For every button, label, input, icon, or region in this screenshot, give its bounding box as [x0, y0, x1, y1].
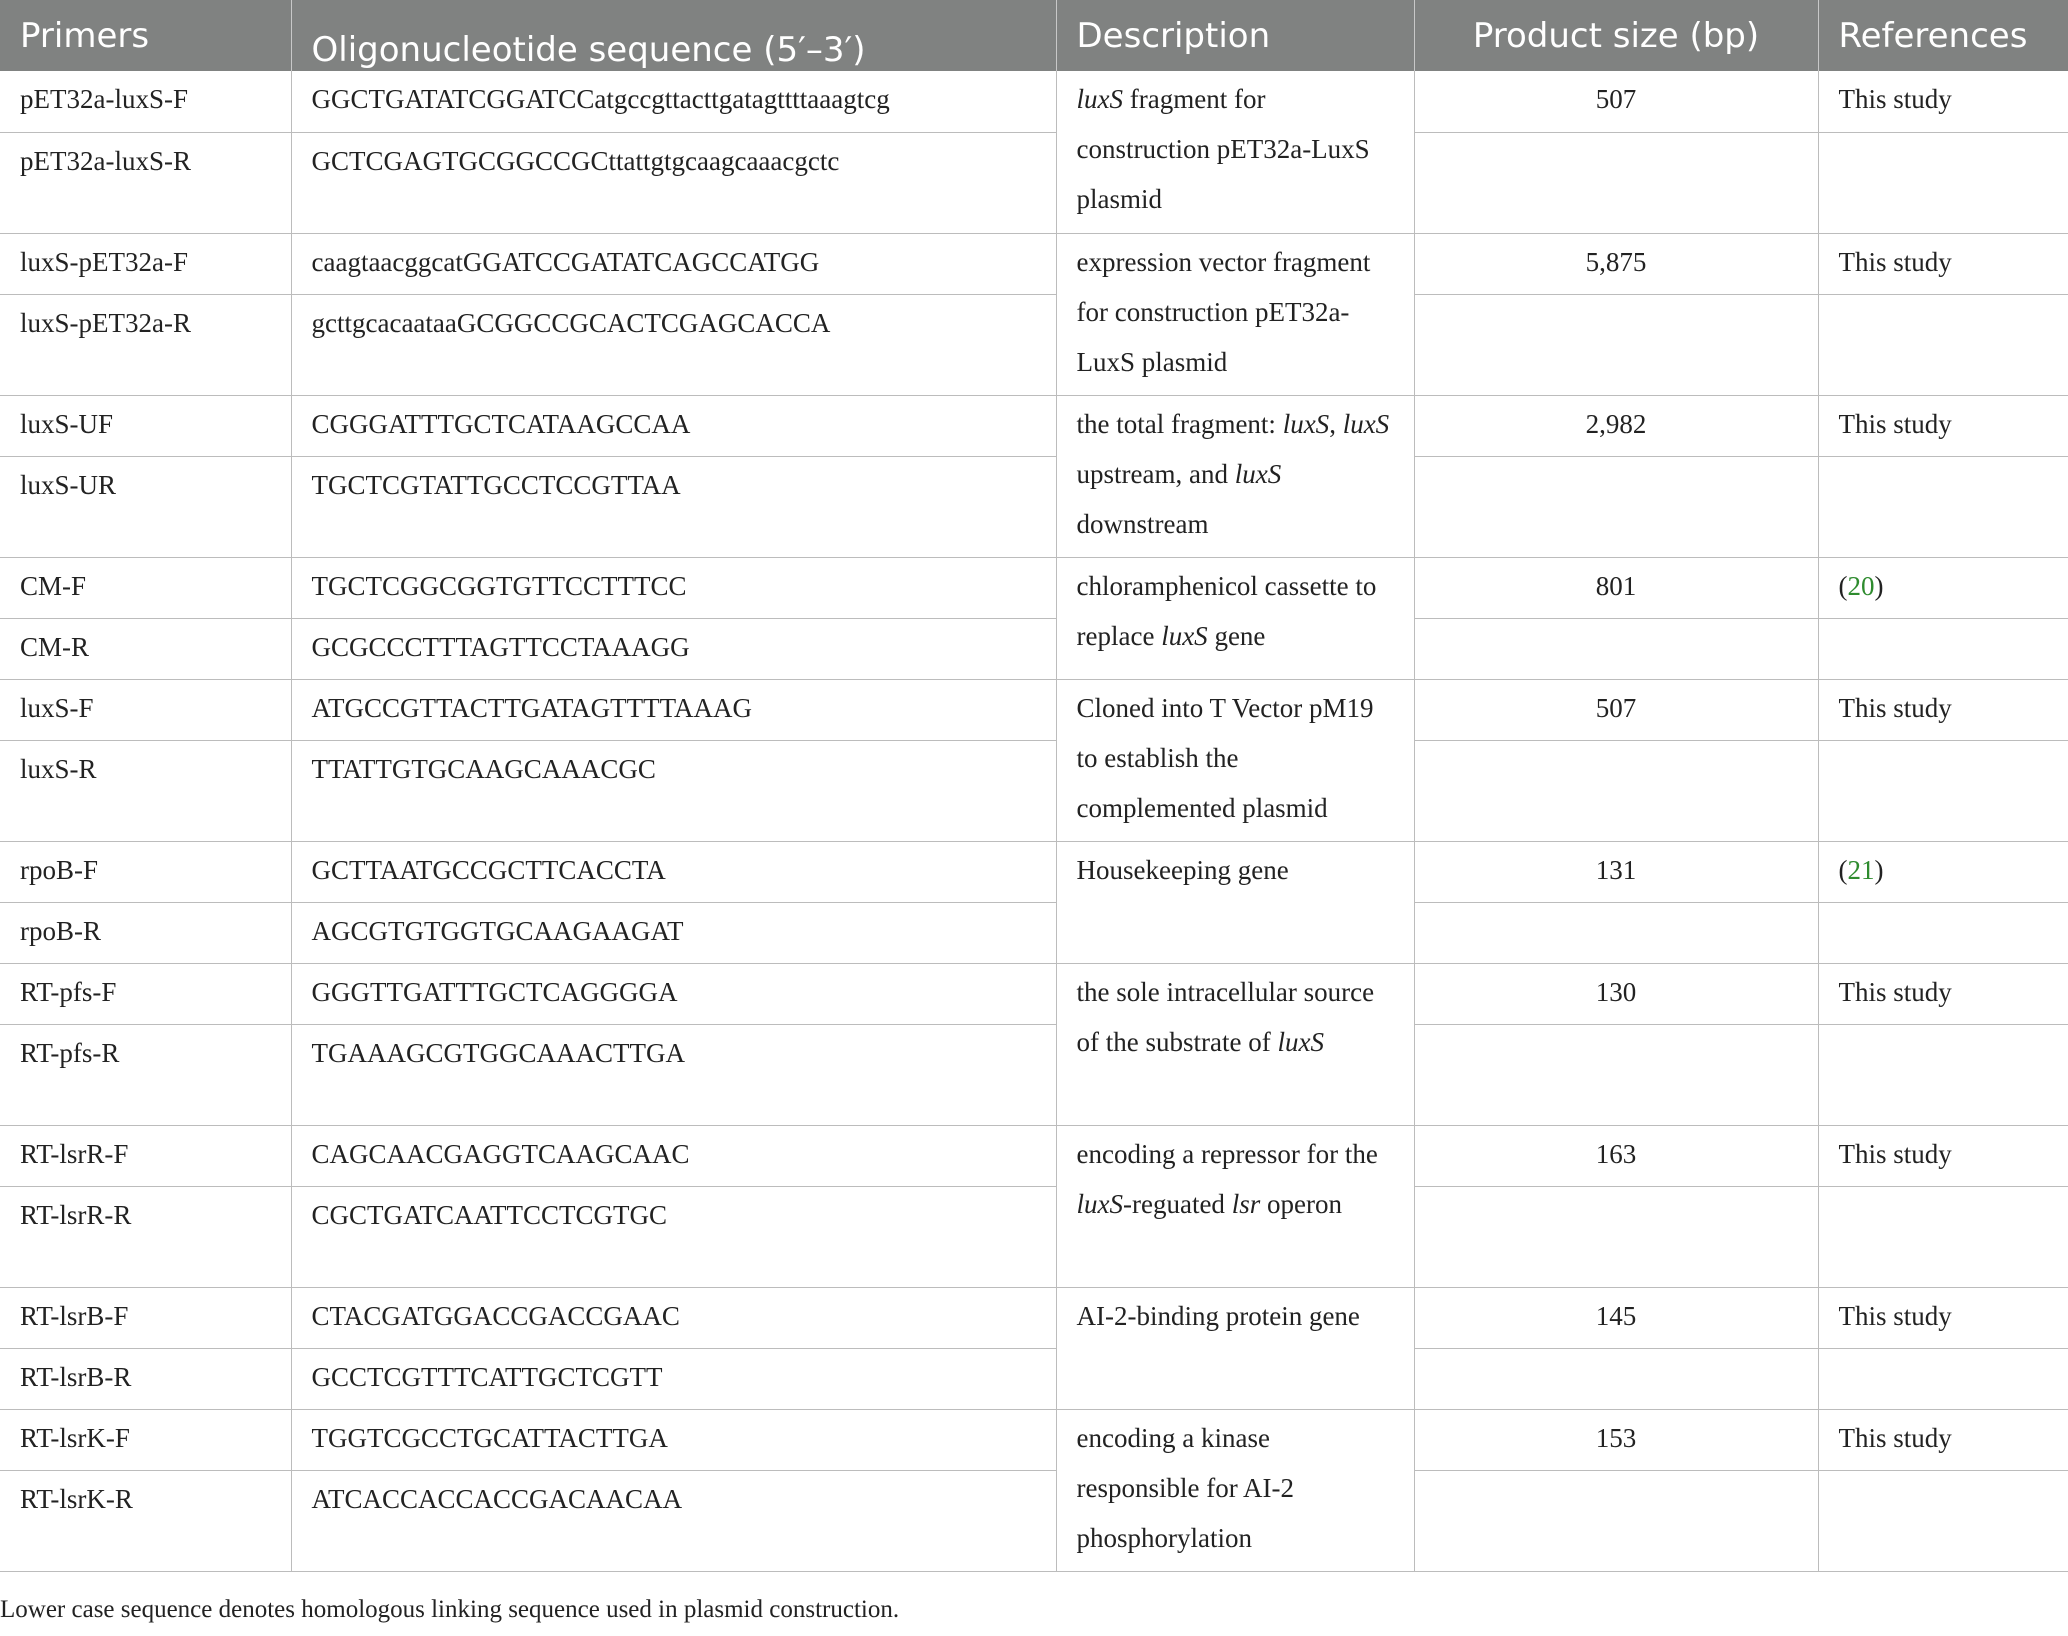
gene-name-italic: luxS [1161, 620, 1208, 651]
reference [1818, 618, 2068, 679]
description-text: downstream [1076, 508, 1209, 539]
primer-name: RT-lsrR-F [0, 1125, 291, 1186]
gene-name-italic: luxS [1282, 408, 1330, 439]
oligonucleotide-sequence: caagtaacggcatGGATCCGATATCAGCCATGG [291, 233, 1056, 294]
product-size [1414, 456, 1818, 557]
oligonucleotide-sequence: CTACGATGGACCGACCGAAC [291, 1287, 1056, 1348]
reference: (21) [1818, 841, 2068, 902]
gene-name-italic: lsr [1231, 1188, 1261, 1219]
description-text: Cloned into T Vector pM19 to establish the complemented plasmid [1076, 692, 1374, 823]
oligonucleotide-sequence: TGAAAGCGTGGCAAACTTGA [291, 1024, 1056, 1125]
description-text: AI-2-binding protein gene [1076, 1300, 1360, 1331]
reference: This study [1818, 1125, 2068, 1186]
primer-description [1056, 557, 1414, 679]
header-product-size: Product size (bp) [1414, 0, 1818, 71]
reference [1818, 740, 2068, 841]
product-size: 2,982 [1414, 395, 1818, 456]
primer-name: pET32a-luxS-F [0, 71, 291, 132]
table-row [0, 132, 2068, 233]
oligonucleotide-sequence: TTATTGTGCAAGCAAACGC [291, 740, 1056, 841]
oligonucleotide-sequence: CGGGATTTGCTCATAAGCCAA [291, 395, 1056, 456]
product-size: 5,875 [1414, 233, 1818, 294]
table-row [0, 740, 2068, 841]
oligonucleotide-sequence: GCTTAATGCCGCTTCACCTA [291, 841, 1056, 902]
table-row [0, 294, 2068, 395]
primer-name: RT-pfs-F [0, 963, 291, 1024]
product-size: 163 [1414, 1125, 1818, 1186]
table-footnote: Lower case sequence denotes homologous linking sequence used in plasmid construction. [0, 1596, 900, 1623]
description-text: encoding a repressor for the [1076, 1138, 1378, 1169]
oligonucleotide-sequence: GCCTCGTTTCATTGCTCGTT [291, 1348, 1056, 1409]
gene-name-italic: luxS [1342, 408, 1390, 439]
primer-name: luxS-UR [0, 456, 291, 557]
product-size [1414, 1024, 1818, 1125]
reference [1818, 456, 2068, 557]
primer-description [1056, 679, 1414, 841]
primer-description [1056, 71, 1414, 233]
primer-name: RT-lsrB-F [0, 1287, 291, 1348]
oligonucleotide-sequence: gcttgcacaataaGCGGCCGCACTCGAGCACCA [291, 294, 1056, 395]
oligonucleotide-sequence: ATGCCGTTACTTGATAGTTTTAAAG [291, 679, 1056, 740]
reference [1818, 1186, 2068, 1287]
primer-name: RT-lsrK-R [0, 1470, 291, 1571]
product-size [1414, 1186, 1818, 1287]
table-row [0, 841, 2068, 902]
description-text: expression vector fragment for construction pET32a-LuxS plasmid [1076, 246, 1371, 377]
table-header [0, 0, 2068, 71]
reference: This study [1818, 233, 2068, 294]
table-row [0, 71, 2068, 132]
primer-description [1056, 1287, 1414, 1409]
product-size: 145 [1414, 1287, 1818, 1348]
primer-description [1056, 963, 1414, 1125]
description-text: fragment for construction pET32a-LuxS plasmid [1076, 84, 1370, 214]
table-row [0, 1125, 2068, 1186]
product-size [1414, 618, 1818, 679]
table-row [0, 618, 2068, 679]
product-size [1414, 1348, 1818, 1409]
product-size: 507 [1414, 679, 1818, 740]
reference: This study [1818, 1409, 2068, 1470]
header-sequence: Oligonucleotide sequence (5′–3′) [291, 0, 1056, 71]
description-text: , [1329, 408, 1343, 439]
table-row [0, 456, 2068, 557]
primer-name: pET32a-luxS-R [0, 132, 291, 233]
primer-name: luxS-F [0, 679, 291, 740]
reference: This study [1818, 395, 2068, 456]
oligonucleotide-sequence: AGCGTGTGGTGCAAGAAGAT [291, 902, 1056, 963]
primer-name: luxS-pET32a-R [0, 294, 291, 395]
primer-name: RT-lsrR-R [0, 1186, 291, 1287]
oligonucleotide-sequence: GGCTGATATCGGATCCatgccgttacttgatagttttaaagtcg [291, 71, 1056, 132]
primer-description [1056, 1125, 1414, 1287]
oligonucleotide-sequence: GGGTTGATTTGCTCAGGGGA [291, 963, 1056, 1024]
reference: This study [1818, 679, 2068, 740]
product-size: 130 [1414, 963, 1818, 1024]
table-row [0, 963, 2068, 1024]
description-text: the sole intracellular source of the substrate of [1076, 976, 1375, 1057]
gene-name-italic: luxS [1234, 458, 1282, 489]
table-row [0, 1186, 2068, 1287]
primer-description [1056, 1409, 1414, 1571]
description-text: operon [1260, 1188, 1342, 1219]
product-size: 131 [1414, 841, 1818, 902]
reference: This study [1818, 71, 2068, 132]
oligonucleotide-sequence: TGCTCGTATTGCCTCCGTTAA [291, 456, 1056, 557]
table-row [0, 1287, 2068, 1348]
reference [1818, 1348, 2068, 1409]
gene-name-italic: luxS [1076, 84, 1123, 114]
table-row [0, 1024, 2068, 1125]
primer-name: rpoB-R [0, 902, 291, 963]
header-row [0, 0, 2068, 71]
reference [1818, 1470, 2068, 1571]
primer-name: CM-F [0, 557, 291, 618]
reference [1818, 1024, 2068, 1125]
product-size: 801 [1414, 557, 1818, 618]
primer-name: rpoB-F [0, 841, 291, 902]
reference: This study [1818, 963, 2068, 1024]
description-text: the total fragment: [1076, 408, 1283, 439]
table-row [0, 902, 2068, 963]
primer-name: CM-R [0, 618, 291, 679]
description-text: chloramphenicol cassette to replace [1076, 570, 1377, 651]
reference [1818, 902, 2068, 963]
table-row [0, 395, 2068, 456]
product-size [1414, 902, 1818, 963]
oligonucleotide-sequence: GCTCGAGTGCGGCCGCttattgtgcaagcaaacgctc [291, 132, 1056, 233]
product-size: 507 [1414, 71, 1818, 132]
table-row [0, 557, 2068, 618]
table-row [0, 1470, 2068, 1571]
primer-description [1056, 233, 1414, 395]
table-row [0, 233, 2068, 294]
header-description: Description [1056, 0, 1414, 71]
primer-name: luxS-R [0, 740, 291, 841]
primer-description [1056, 395, 1414, 557]
product-size [1414, 132, 1818, 233]
primer-name: RT-lsrK-F [0, 1409, 291, 1470]
reference: This study [1818, 1287, 2068, 1348]
table-body [0, 71, 2068, 1571]
header-primers: Primers [0, 0, 291, 71]
citation-link[interactable]: 21 [1847, 854, 1875, 885]
product-size [1414, 294, 1818, 395]
product-size [1414, 1470, 1818, 1571]
table-row [0, 1348, 2068, 1409]
oligonucleotide-sequence: CAGCAACGAGGTCAAGCAAC [291, 1125, 1056, 1186]
product-size [1414, 740, 1818, 841]
primer-name: RT-pfs-R [0, 1024, 291, 1125]
description-text: -reguated [1123, 1188, 1232, 1219]
oligonucleotide-sequence: TGGTCGCCTGCATTACTTGA [291, 1409, 1056, 1470]
reference: (20) [1818, 557, 2068, 618]
description-text: gene [1207, 620, 1266, 651]
description-text: encoding a kinase responsible for AI-2 phosphorylation [1076, 1422, 1294, 1553]
gene-name-italic: luxS [1277, 1026, 1324, 1057]
product-size: 153 [1414, 1409, 1818, 1470]
primer-name: RT-lsrB-R [0, 1348, 291, 1409]
description-text: Housekeeping gene [1076, 854, 1289, 885]
primer-name: luxS-UF [0, 395, 291, 456]
reference [1818, 294, 2068, 395]
reference [1818, 132, 2068, 233]
primer-name: luxS-pET32a-F [0, 233, 291, 294]
header-references: References [1818, 0, 2068, 71]
oligonucleotide-sequence: CGCTGATCAATTCCTCGTGC [291, 1186, 1056, 1287]
oligonucleotide-sequence: TGCTCGGCGGTGTTCCTTTCC [291, 557, 1056, 618]
gene-name-italic: luxS [1076, 1188, 1123, 1219]
oligonucleotide-sequence: ATCACCACCACCGACAACAA [291, 1470, 1056, 1571]
table-row [0, 679, 2068, 740]
primer-description [1056, 841, 1414, 963]
description-text: upstream, and [1076, 458, 1235, 489]
table-row [0, 1409, 2068, 1470]
citation-link[interactable]: 20 [1847, 570, 1875, 601]
oligonucleotide-sequence: GCGCCCTTTAGTTCCTAAAGG [291, 618, 1056, 679]
